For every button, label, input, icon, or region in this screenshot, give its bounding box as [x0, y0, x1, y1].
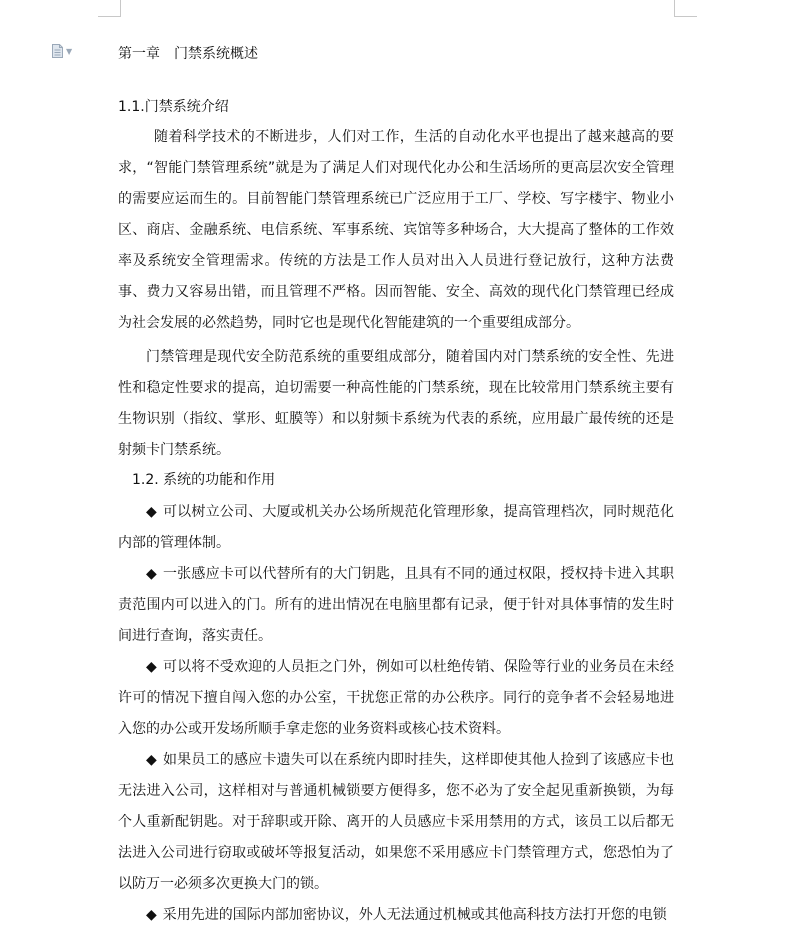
- bullet-mark: ◆: [146, 566, 157, 582]
- list-item-text: 可以树立公司、大厦或机关办公场所规范化管理形象，提高管理档次，同时规范化内部的管理体制。: [118, 504, 674, 551]
- list-item-text: 一张感应卡可以代替所有的大门钥匙，且具有不同的通过权限，授权持卡进入其职责范围内可以进入的门。所有的进出情况在电脑里都有记录，便于针对具体事情的发生时间进行查询，落实责任。: [118, 566, 674, 644]
- page-corner-top-right: [674, 0, 697, 17]
- document-icon: [52, 44, 63, 58]
- page-corner-top-left: [98, 0, 121, 17]
- document-outline-menu[interactable]: [52, 44, 72, 58]
- chevron-down-icon: ▼: [66, 47, 73, 56]
- list-item-text: 如果员工的感应卡遗失可以在系统内即时挂失，这样即使其他人捡到了该感应卡也无法进入公司，这样相对与普通机械锁要方便得多，您不必为了安全起见重新换锁，为每个人重新配钥匙。对于辞职或开除、离开的人员感应卡采用禁用的方式，该员工以后都无法进入公司进行窃取或破坏等报复活动，如果您不采用感应卡门禁管理方式，您恐怕为了以防万一必须多次更换大门的锁。: [118, 752, 674, 892]
- list-item: [118, 900, 674, 931]
- list-item: [118, 652, 674, 745]
- section-heading-1-2: 1.2. 系统的功能和作用: [132, 472, 276, 488]
- bullet-mark: ◆: [146, 907, 157, 923]
- list-item: [118, 559, 674, 652]
- bullet-mark: ◆: [146, 504, 157, 520]
- bullet-mark: ◆: [146, 659, 157, 675]
- chapter-title: 第一章 门禁系统概述: [118, 46, 258, 62]
- list-item: [118, 497, 674, 559]
- list-item-text: 采用先进的国际内部加密协议，外人无法通过机械或其他高科技方法打开您的电锁: [162, 907, 667, 923]
- list-item: [118, 745, 674, 900]
- paragraph: 随着科学技术的不断进步，人们对工作，生活的自动化水平也提出了越来越高的要求，“智能门禁管理系统”就是为了满足人们对现代化办公和生活场所的更高层次安全管理的需要应运而生的。目前智能门禁管理系统已广泛应用于工厂、学校、写字楼宇、物业小区、商店、金融系统、电信系统、军事系统、宾馆等多种场合，大大提高了整体的工作效率及系统安全管理需求。传统的方法是工作人员对出入人员进行登记放行，这种方法费事、费力又容易出错，而且管理不严格。因而智能、安全、高效的现代化门禁管理已经成为社会发展的必然趋势，同时它也是现代化智能建筑的一个重要组成部分。: [118, 129, 674, 331]
- list-item-text: 可以将不受欢迎的人员拒之门外，例如可以杜绝传销、保险等行业的业务员在未经许可的情况下擅自闯入您的办公室，干扰您正常的办公秩序。同行的竞争者不会轻易地进入您的办公或开发场所顺手拿走您的业务资料或核心技术资料。: [118, 659, 674, 737]
- paragraph: 门禁管理是现代安全防范系统的重要组成部分，随着国内对门禁系统的安全性、先进性和稳定性要求的提高，迫切需要一种高性能的门禁系统，现在比较常用门禁系统主要有生物识别（指纹、掌形、虹膜等）和以射频卡系统为代表的系统，应用最广最传统的还是射频卡门禁系统。: [118, 349, 674, 458]
- section-heading-1-1: 1.1.门禁系统介绍: [118, 99, 229, 115]
- bullet-mark: ◆: [146, 752, 157, 768]
- feature-bullet-list: [118, 497, 674, 931]
